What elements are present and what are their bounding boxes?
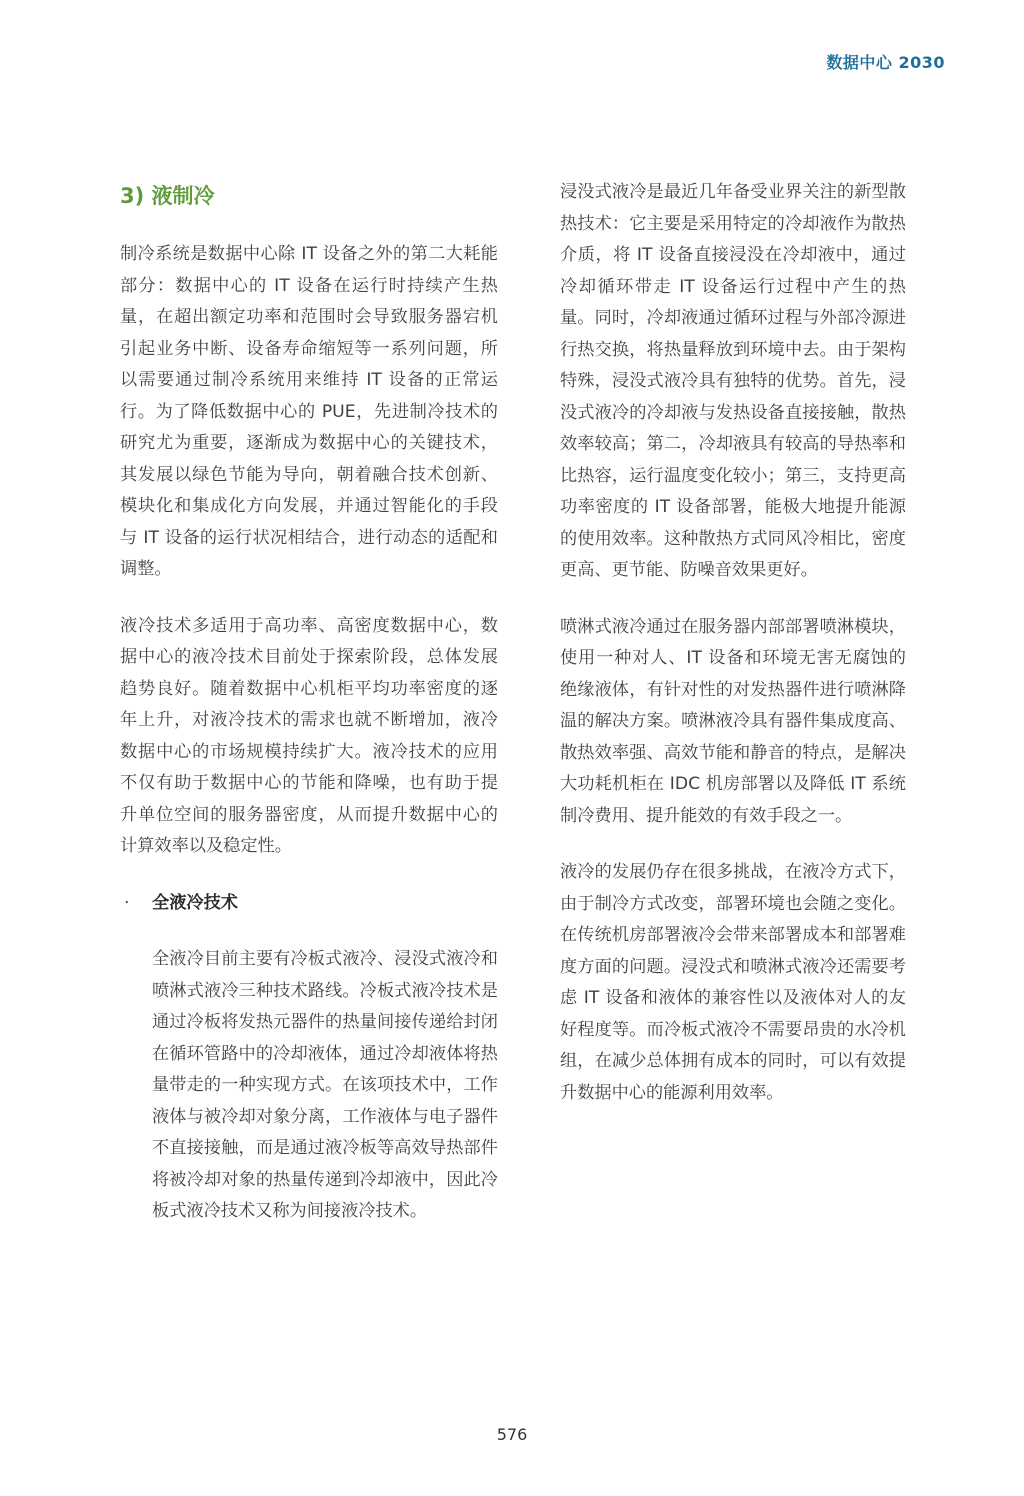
bullet-dot-icon: ·	[124, 892, 130, 913]
bullet-text: 全液冷目前主要有冷板式液冷、浸没式液冷和喷淋式液冷三种技术路线。冷板式液冷技术是通过冷板将发热元器件的热量间接传递给封闭在循环管路中的冷却液体，通过冷却液体将热量带走的一种实现方式。在该项技术中，工作液体与被冷却对象分离，工作液体与电子器件不直接接触，而是通过液冷板等高效导热部件将被冷却对象的热量传递到冷却液中，因此冷板式液冷技术又称为间接液冷技术。	[152, 949, 498, 1221]
section-title: 3) 液制冷	[120, 184, 215, 208]
right-column	[560, 177, 906, 1134]
left-column	[120, 239, 498, 1253]
paragraph-cooling-system: 制冷系统是数据中心除 IT 设备之外的第二大耗能部分：数据中心的 IT 设备在运行时持续产生热量，在超出额定功率和范围时会导致服务器宕机引起业务中断、设备寿命缩短等一系列问题，所以需要通过制冷系统用来维持 IT 设备的正常运行。为了降低数据中心的 PUE，先进制冷技术的研究尤为重要，逐渐成为数据中心的关键技术，其发展以绿色节能为导向，朝着融合技术创新、模块化和集成化方向发展，并通过智能化的手段与 IT 设备的运行状况相结合，进行动态的适配和调整。	[120, 244, 498, 579]
paragraph-liquid-cooling-scope: 液冷技术多适用于高功率、高密度数据中心，数据中心的液冷技术目前处于探索阶段，总体发展趋势良好。随着数据中心机柜平均功率密度的逐年上升，对液冷技术的需求也就不断增加，液冷数据中心的市场规模持续扩大。液冷技术的应用不仅有助于数据中心的节能和降噪，也有助于提升单位空间的服务器密度，从而提升数据中心的计算效率以及稳定性。	[120, 615, 498, 856]
paragraph-liquid-cooling-challenges: 液冷的发展仍存在很多挑战，在液冷方式下，由于制冷方式改变，部署环境也会随之变化。在传统机房部署液冷会带来部署成本和部署难度方面的问题。浸没式和喷淋式液冷还需要考虑 IT 设备和液体的兼容性以及液体对人的友好程度等。而冷板式液冷不需要昂贵的水冷机组，在减少总体拥有成本的同时，可以有效提升数据中心的能源利用效率。	[560, 862, 906, 1103]
bullet-heading: 全液冷技术	[152, 892, 238, 913]
page-number: 576	[496, 1425, 528, 1444]
paragraph-immersion-cooling: 浸没式液冷是最近几年备受业界关注的新型散热技术：它主要是采用特定的冷却液作为散热介质，将 IT 设备直接浸没在冷却液中，通过冷却循环带走 IT 设备运行过程中产生的热量。同时，冷却液通过循环过程与外部冷源进行热交换，将热量释放到环境中去。由于架构特殊，浸没式液冷具有独特的优势。首先，浸没式液冷的冷却液与发热设备直接接触，散热效率较高；第二，冷却液具有较高的导热率和比热容，运行温度变化较小；第三，支持更高功率密度的 IT 设备部署，能极大地提升能源的使用效率。这种散热方式同风冷相比，密度更高、更节能、防噪音效果更好。	[560, 182, 906, 580]
running-header-title: 数据中心 2030	[826, 53, 945, 72]
bullet-full-liquid-cooling	[120, 888, 498, 1228]
paragraph-spray-cooling: 喷淋式液冷通过在服务器内部部署喷淋模块，使用一种对人、IT 设备和环境无害无腐蚀的绝缘液体，有针对性的对发热器件进行喷淋降温的解决方案。喷淋液冷具有器件集成度高、散热效率强、高效节能和静音的特点，是解决大功耗机柜在 IDC 机房部署以及降低 IT 系统制冷费用、提升能效的有效手段之一。	[560, 616, 906, 826]
